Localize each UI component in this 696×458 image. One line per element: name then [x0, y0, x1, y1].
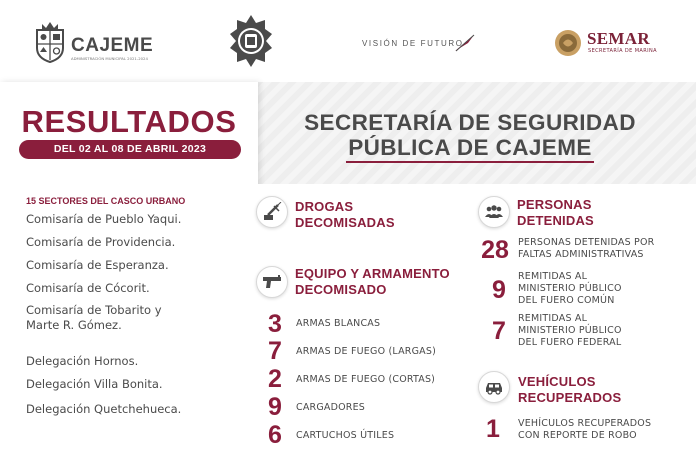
- results-title: RESULTADOS: [21, 104, 237, 139]
- weapons-icon-badge: [256, 266, 288, 298]
- page-title-line2: PÚBLICA DE CAJEME: [346, 135, 594, 163]
- detained-label-line: DEL FUERO FEDERAL: [518, 337, 622, 348]
- vehicles-heading-line1: VEHÍCULOS: [518, 374, 596, 389]
- vehicles-icon-badge: [478, 371, 510, 403]
- zone-item: Marte R. Gómez.: [26, 318, 122, 332]
- detained-heading-line1: PERSONAS: [517, 197, 592, 212]
- vehicles-count: 1: [486, 415, 500, 443]
- semar-subtitle: SECRETARÍA DE MARINA: [588, 48, 657, 54]
- weapon-count: 9: [268, 393, 282, 421]
- detained-label-line: MINISTERIO PÚBLICO: [518, 283, 622, 294]
- vehicles-heading-line2: RECUPERADOS: [518, 390, 622, 405]
- detained-label-line: PERSONAS DETENIDAS POR: [518, 237, 655, 248]
- pistol-icon: [262, 272, 282, 292]
- zone-item: Comisaría de Cócorit.: [26, 281, 150, 295]
- cajeme-logo: [34, 18, 164, 68]
- car-icon: [484, 377, 504, 397]
- weapon-label: ARMAS BLANCAS: [296, 318, 381, 329]
- detained-label-line: REMITIDAS AL: [518, 271, 588, 282]
- zone-item: Comisaría de Pueblo Yaqui.: [26, 212, 182, 226]
- detained-count: 7: [492, 317, 506, 345]
- vehicles-label-line: VEHÍCULOS RECUPERADOS: [518, 418, 652, 429]
- detained-count: 28: [481, 236, 509, 264]
- weapon-count: 7: [268, 337, 282, 365]
- vision-text: VISIÓN DE FUTURO: [362, 39, 464, 48]
- police-badge-icon: [229, 14, 273, 68]
- page-title: [286, 110, 654, 163]
- zone-item: Comisaría de Tobarito y: [26, 303, 162, 317]
- vehicles-heading: [518, 374, 621, 406]
- semar-name: SEMAR: [587, 29, 650, 48]
- date-range-badge: DEL 02 AL 08 DE ABRIL 2023: [19, 140, 241, 159]
- weapon-label: ARMAS DE FUEGO (LARGAS): [296, 346, 436, 357]
- drugs-heading-line2: DECOMISADAS: [295, 215, 395, 230]
- detained-heading-line2: DETENIDAS: [517, 213, 594, 228]
- arrow-swoosh-icon: [454, 34, 476, 52]
- weapon-count: 2: [268, 365, 282, 393]
- detained-heading: [517, 197, 594, 229]
- weapons-heading-line1: EQUIPO Y ARMAMENTO: [295, 266, 450, 281]
- cajeme-shield-icon: [34, 20, 66, 64]
- weapon-count: 6: [268, 421, 282, 449]
- detained-label-line: DEL FUERO COMÚN: [518, 295, 615, 306]
- detained-label-line: MINISTERIO PÚBLICO: [518, 325, 622, 336]
- semar-logo: [554, 26, 674, 62]
- drugs-heading: [295, 199, 395, 231]
- cajeme-subtitle: ADMINISTRACIÓN MUNICIPAL 2021-2024: [71, 56, 148, 61]
- semar-emblem-icon: [554, 28, 582, 58]
- zone-item: Delegación Hornos.: [26, 354, 139, 368]
- cajeme-name: CAJEME: [71, 35, 154, 56]
- zones-heading: 15 SECTORES DEL CASCO URBANO: [26, 196, 186, 206]
- zone-item: Comisaría de Providencia.: [26, 235, 176, 249]
- detained-count: 9: [492, 276, 506, 304]
- vehicles-label-line: CON REPORTE DE ROBO: [518, 430, 637, 441]
- vision-de-futuro-logo: [362, 34, 482, 54]
- weapon-count: 3: [268, 310, 282, 338]
- drugs-heading-line1: DROGAS: [295, 199, 354, 214]
- page-title-line1: SECRETARÍA DE SEGURIDAD: [304, 110, 636, 135]
- zone-item: Delegación Villa Bonita.: [26, 377, 163, 391]
- people-icon: [484, 202, 504, 222]
- drugs-icon-badge: [256, 196, 288, 228]
- detained-icon-badge: [478, 196, 510, 228]
- weapon-label: CARGADORES: [296, 402, 366, 413]
- zone-item: Comisaría de Esperanza.: [26, 258, 169, 272]
- detained-label-line: REMITIDAS AL: [518, 313, 588, 324]
- weapon-label: CARTUCHOS ÚTILES: [296, 430, 395, 441]
- detained-label-line: FALTAS ADMINISTRATIVAS: [518, 249, 644, 260]
- weapons-heading-line2: DECOMISADO: [295, 282, 387, 297]
- weapons-heading: [295, 266, 450, 298]
- weapon-label: ARMAS DE FUEGO (CORTAS): [296, 374, 436, 385]
- zone-item: Delegación Quetchehueca.: [26, 402, 182, 416]
- syringe-icon: [262, 202, 282, 222]
